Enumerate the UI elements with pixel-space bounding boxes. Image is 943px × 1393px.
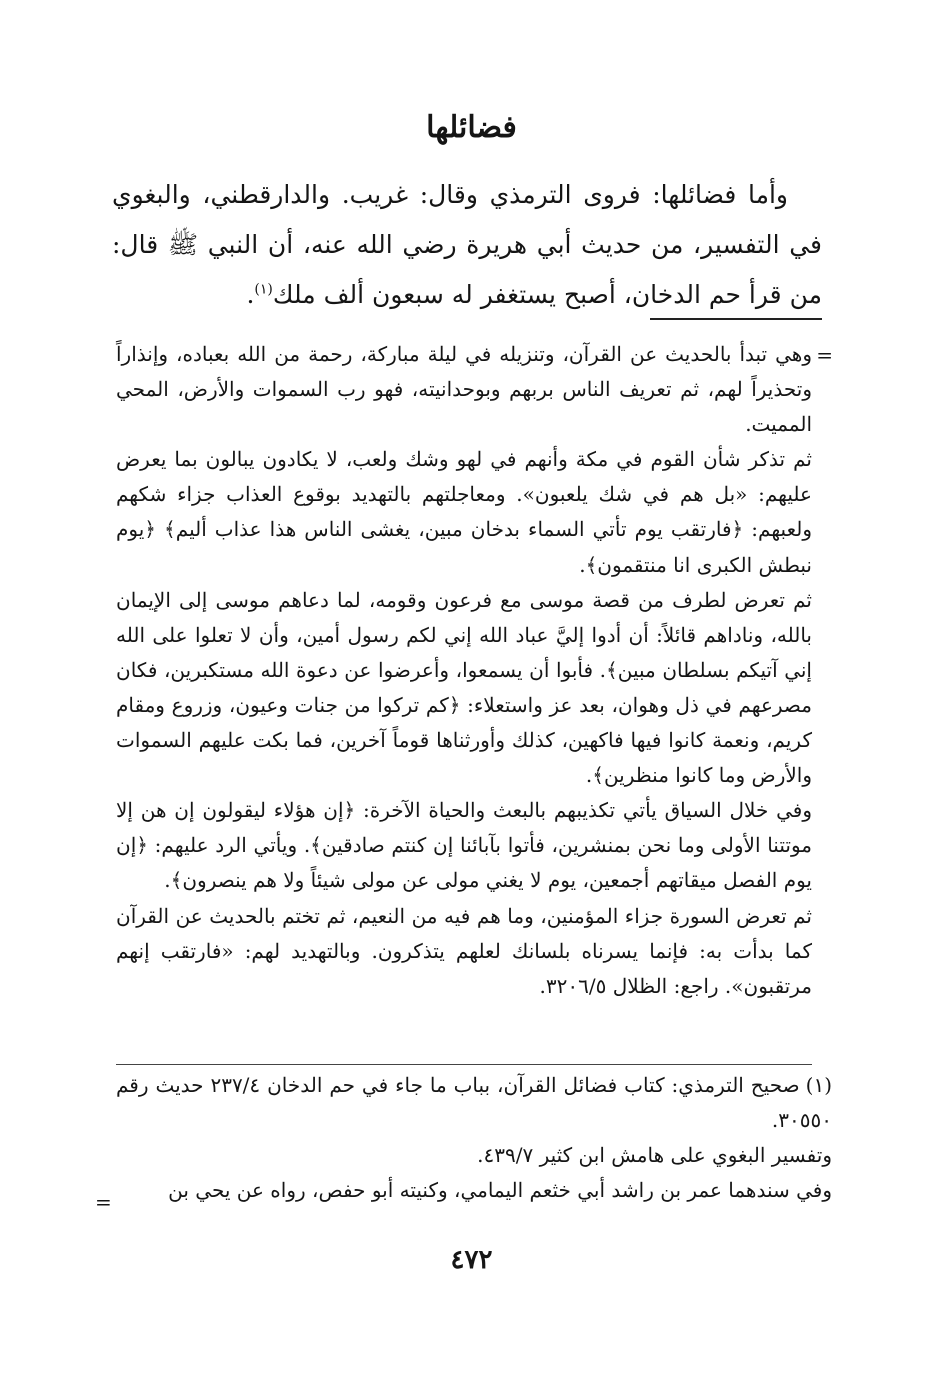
footnote-text: وفي سندهما عمر بن راشد أبي خثعم اليمامي، وكنيته أبو حفص، رواه عن يحي بن <box>168 1178 832 1202</box>
main-text <box>112 170 822 320</box>
continuation-mark-bottom: = <box>95 1190 112 1214</box>
note-paragraph: ثم تعرض السورة جزاء المؤمنين، وما هم فيه من النعيم، ثم تختم بالحديث عن القرآن كما بدأت به: فإنما يسرناه بلسانك لعلهم يتذكرون. وبالتهديد لهم: «فارتقب إنهم مرتقبون». راجع: الظلال ٣٢٠٦/٥. <box>116 903 812 998</box>
continuation-mark-top: = <box>816 343 833 367</box>
footnote-item <box>116 1068 832 1138</box>
note-paragraph: ثم تذكر شأن القوم في مكة وأنهم في لهو وشك ولعب، لا يكادون يبالون بما يعرض عليهم: «بل هم في شك يلعبون». ومعاجلتهم بالتهديد بوقوع العذاب جزاء شكهم ولعبهم: ﴿فارتقب يوم تأتي السماء بدخان مبين، يغشى الناس هذا عذاب أليم﴾ ﴿يوم نبطش الكبرى انا منتقمون﴾. <box>116 447 812 577</box>
note-paragraph: وهي تبدأ بالحديث عن القرآن، وتنزيله في ليلة مباركة، رحمة من الله بعباده، وإنذاراً وتحذيراً لهم، ثم تعريف الناس بربهم وبوحدانيته، فهو رب السموات والأرض، المحي المميت. <box>116 342 812 437</box>
footnote-item <box>116 1138 832 1173</box>
main-paragraph-text: وأما فضائلها: فروى الترمذي وقال: غريب. والدارقطني، والبغوي في التفسير، من حديث أبي هريرة رضي الله عنه، أن النبي ﷺ قال: من قرأ حم الدخان، أصبح يستغفر له سبعون ألف ملك <box>112 180 822 309</box>
footnote-item <box>116 1173 832 1208</box>
page-number: ٤٧٢ <box>450 1245 493 1275</box>
main-paragraph-end: . <box>246 280 255 309</box>
footnote-text: صحيح الترمذي: كتاب فضائل القرآن، بباب ما جاء في حم الدخان ٢٣٧/٤ حديث رقم ٣٠٥٥٠. <box>116 1073 832 1132</box>
footnote-number: (١) <box>805 1073 832 1097</box>
note-paragraph: وفي خلال السياق يأتي تكذيبهم بالبعث والحياة الآخرة: ﴿إن هؤلاء ليقولون إن هن إلا موتتنا الأولى وما نحن بمنشرين، فأتوا بآبائنا إن كنتم صادقين﴾. ويأتي الرد عليهم: ﴿إن يوم الفصل ميقاتهم أجمعين، يوم لا يغني مولى عن مولى شيئاً ولا هم ينصرون﴾. <box>116 798 812 893</box>
footnote-reference: (١) <box>254 281 273 298</box>
footnote-text: وتفسير البغوي على هامش ابن كثير ٤٣٩/٧. <box>477 1143 832 1167</box>
footnotes <box>116 1068 832 1208</box>
section-heading: فضائلها <box>426 110 517 145</box>
footnote-rule <box>116 1064 812 1065</box>
main-divider <box>650 318 822 320</box>
main-paragraph <box>112 170 822 320</box>
note-paragraph: ثم تعرض لطرف من قصة موسى مع فرعون وقومه، لما دعاهم موسى إلى الإيمان بالله، وناداهم قائلاً: أن أدوا إليَّ عباد الله إني لكم رسول أمين، وأن لا تعلوا على الله إني آتيكم بسلطان مبين﴾. فأبوا أن يسمعوا، وأعرضوا عن دعوة الله مستكبرين، فكان مصرعهم في ذل وهوان، بعد عز واستعلاء: ﴿كم تركوا من جنات وعيون، وزروع ومقام كريم، ونعمة كانوا فيها فاكهين، كذلك وأورثناها قوماً آخرين، فما بكت عليهم السموات والأرض وما كانوا منظرين﴾. <box>116 587 812 788</box>
continued-notes <box>116 337 812 1004</box>
